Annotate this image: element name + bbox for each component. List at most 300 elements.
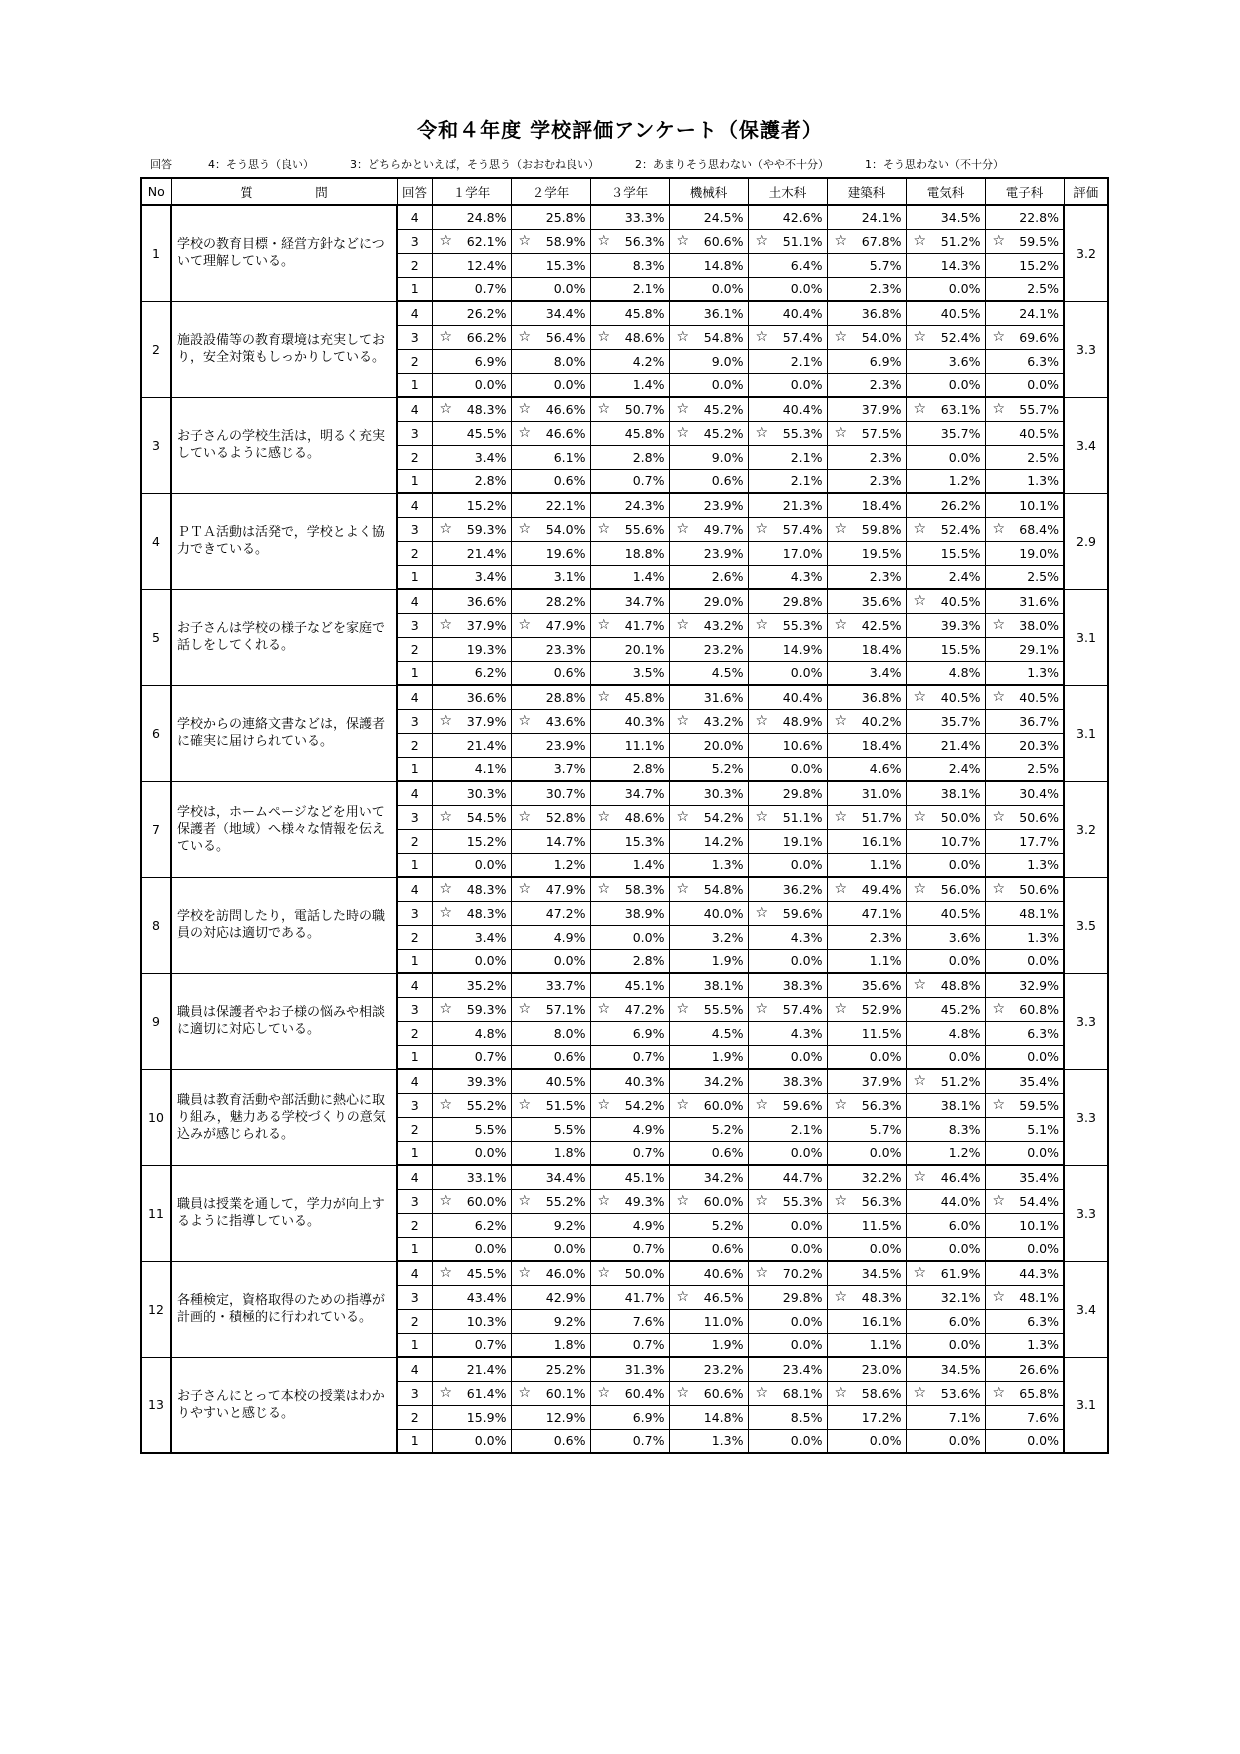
percentage-cell bbox=[985, 1141, 1064, 1165]
evaluation-score: 3.1 bbox=[1064, 1357, 1108, 1453]
percentage-cell bbox=[985, 1309, 1064, 1333]
percentage-cell bbox=[432, 997, 511, 1021]
star-icon: ☆ bbox=[755, 905, 769, 921]
percentage-value: 5.5% bbox=[474, 1121, 507, 1137]
percentage-cell bbox=[906, 253, 985, 277]
percentage-value: 44.3% bbox=[1019, 1265, 1059, 1281]
percentage-cell bbox=[669, 1093, 748, 1117]
percentage-value: 23.2% bbox=[703, 641, 744, 657]
percentage-cell bbox=[669, 733, 748, 757]
answer-level: 3 bbox=[397, 805, 432, 829]
percentage-value: 21.4% bbox=[466, 1361, 507, 1377]
percentage-value: 0.6% bbox=[553, 665, 586, 681]
star-icon: ☆ bbox=[676, 1385, 690, 1401]
percentage-value: 23.9% bbox=[545, 737, 586, 753]
percentage-cell bbox=[827, 733, 906, 757]
percentage-cell bbox=[748, 1045, 827, 1069]
percentage-cell bbox=[511, 1381, 590, 1405]
percentage-value: 60.6% bbox=[703, 1385, 744, 1401]
percentage-value: 2.1% bbox=[632, 281, 665, 297]
percentage-value: 17.2% bbox=[861, 1409, 902, 1425]
percentage-value: 38.0% bbox=[1019, 617, 1059, 633]
question-number: 11 bbox=[141, 1165, 171, 1261]
percentage-value: 48.6% bbox=[624, 329, 665, 345]
percentage-cell bbox=[906, 901, 985, 925]
star-icon: ☆ bbox=[913, 1385, 927, 1401]
percentage-cell bbox=[511, 1045, 590, 1069]
star-icon: ☆ bbox=[913, 329, 927, 345]
percentage-value: 4.2% bbox=[632, 353, 665, 369]
percentage-cell bbox=[906, 349, 985, 373]
question-text: お子さんは学校の様子などを家庭で話しをしてくれる。 bbox=[171, 589, 397, 685]
percentage-cell bbox=[906, 1189, 985, 1213]
percentage-value: 0.7% bbox=[632, 1145, 665, 1161]
percentage-value: 47.2% bbox=[545, 905, 586, 921]
percentage-cell bbox=[432, 277, 511, 301]
percentage-value: 51.1% bbox=[782, 233, 823, 249]
star-icon: ☆ bbox=[913, 401, 927, 418]
percentage-cell bbox=[590, 1117, 669, 1141]
question-text: お子さんにとって本校の授業はわかりやすいと感じる。 bbox=[171, 1357, 397, 1453]
percentage-value: 46.0% bbox=[545, 1265, 586, 1281]
star-icon: ☆ bbox=[439, 1097, 453, 1113]
percentage-cell bbox=[669, 1285, 748, 1309]
percentage-cell bbox=[827, 325, 906, 349]
percentage-value: 60.8% bbox=[1019, 1001, 1059, 1017]
percentage-cell bbox=[432, 1141, 511, 1165]
question-number: 6 bbox=[141, 685, 171, 781]
percentage-cell bbox=[827, 253, 906, 277]
percentage-value: 28.2% bbox=[545, 593, 586, 609]
star-icon: ☆ bbox=[755, 1097, 769, 1113]
percentage-value: 9.2% bbox=[553, 1217, 586, 1233]
answer-level: 4 bbox=[397, 781, 432, 805]
percentage-value: 34.2% bbox=[703, 1169, 744, 1185]
star-icon: ☆ bbox=[439, 881, 453, 898]
percentage-cell bbox=[590, 973, 669, 997]
percentage-cell bbox=[827, 805, 906, 829]
percentage-cell bbox=[985, 1261, 1064, 1285]
percentage-value: 40.3% bbox=[624, 1073, 665, 1089]
answer-level: 3 bbox=[397, 517, 432, 541]
legend-item-1: 1：そう思わない（不十分） bbox=[865, 158, 1004, 171]
percentage-value: 69.6% bbox=[1019, 329, 1059, 345]
percentage-value: 4.9% bbox=[632, 1121, 665, 1137]
percentage-cell bbox=[906, 1045, 985, 1069]
percentage-value: 50.0% bbox=[624, 1265, 665, 1281]
percentage-value: 0.0% bbox=[790, 1049, 823, 1065]
percentage-cell bbox=[432, 1333, 511, 1357]
percentage-cell bbox=[511, 1141, 590, 1165]
percentage-cell bbox=[748, 1117, 827, 1141]
percentage-value: 11.1% bbox=[624, 737, 665, 753]
percentage-cell bbox=[906, 301, 985, 325]
percentage-value: 48.3% bbox=[466, 881, 507, 897]
percentage-value: 29.8% bbox=[782, 785, 823, 801]
percentage-value: 40.4% bbox=[782, 401, 823, 417]
percentage-value: 5.7% bbox=[869, 1121, 902, 1137]
percentage-cell bbox=[906, 925, 985, 949]
answer-level: 2 bbox=[397, 829, 432, 853]
percentage-cell bbox=[432, 829, 511, 853]
answer-level: 1 bbox=[397, 277, 432, 301]
percentage-value: 6.2% bbox=[474, 1217, 507, 1233]
percentage-cell bbox=[985, 589, 1064, 613]
star-icon: ☆ bbox=[518, 329, 532, 345]
percentage-cell bbox=[748, 1381, 827, 1405]
percentage-value: 0.0% bbox=[474, 377, 507, 393]
star-icon: ☆ bbox=[913, 521, 927, 537]
percentage-cell bbox=[511, 1021, 590, 1045]
percentage-value: 0.0% bbox=[553, 1241, 586, 1257]
star-icon: ☆ bbox=[439, 809, 453, 825]
percentage-value: 6.9% bbox=[869, 353, 902, 369]
percentage-value: 52.9% bbox=[861, 1001, 902, 1017]
header-grade-3: ３学年 bbox=[590, 178, 669, 205]
percentage-value: 6.2% bbox=[474, 665, 507, 681]
percentage-value: 68.1% bbox=[782, 1385, 823, 1401]
question-text: ＰＴＡ活動は活発で，学校とよく協力できている。 bbox=[171, 493, 397, 589]
percentage-cell bbox=[590, 1093, 669, 1117]
percentage-cell bbox=[748, 1021, 827, 1045]
percentage-cell bbox=[432, 1117, 511, 1141]
percentage-value: 0.0% bbox=[1027, 1433, 1059, 1449]
percentage-value: 21.3% bbox=[782, 497, 823, 513]
star-icon: ☆ bbox=[834, 425, 848, 441]
percentage-value: 2.8% bbox=[474, 473, 507, 489]
percentage-value: 10.3% bbox=[466, 1313, 507, 1329]
percentage-cell bbox=[827, 949, 906, 973]
percentage-cell bbox=[432, 1261, 511, 1285]
percentage-value: 0.0% bbox=[1027, 1049, 1059, 1065]
star-icon: ☆ bbox=[676, 425, 690, 441]
percentage-cell bbox=[590, 541, 669, 565]
percentage-value: 15.2% bbox=[466, 833, 507, 849]
percentage-cell bbox=[590, 1405, 669, 1429]
star-icon: ☆ bbox=[439, 401, 453, 418]
percentage-cell bbox=[669, 853, 748, 877]
percentage-cell bbox=[985, 445, 1064, 469]
percentage-cell bbox=[748, 1309, 827, 1333]
percentage-value: 31.6% bbox=[1019, 593, 1059, 609]
percentage-cell bbox=[827, 877, 906, 901]
percentage-value: 12.9% bbox=[545, 1409, 586, 1425]
percentage-value: 10.1% bbox=[1019, 1217, 1059, 1233]
percentage-cell bbox=[906, 1213, 985, 1237]
percentage-cell bbox=[827, 229, 906, 253]
percentage-cell bbox=[827, 397, 906, 421]
percentage-cell bbox=[432, 685, 511, 709]
percentage-cell bbox=[906, 709, 985, 733]
answer-level: 2 bbox=[397, 1405, 432, 1429]
percentage-value: 26.2% bbox=[466, 305, 507, 321]
answer-level: 3 bbox=[397, 901, 432, 925]
table-row bbox=[141, 589, 1108, 613]
percentage-cell bbox=[432, 1045, 511, 1069]
percentage-cell bbox=[906, 661, 985, 685]
star-icon: ☆ bbox=[676, 329, 690, 345]
percentage-cell bbox=[748, 997, 827, 1021]
percentage-value: 0.0% bbox=[711, 377, 744, 393]
percentage-value: 46.6% bbox=[545, 401, 586, 417]
percentage-value: 0.0% bbox=[790, 1217, 823, 1233]
percentage-cell bbox=[748, 1237, 827, 1261]
percentage-value: 0.0% bbox=[474, 1241, 507, 1257]
percentage-value: 23.4% bbox=[782, 1361, 823, 1377]
percentage-value: 6.1% bbox=[553, 449, 586, 465]
percentage-cell bbox=[432, 229, 511, 253]
percentage-cell bbox=[985, 829, 1064, 853]
percentage-cell bbox=[511, 541, 590, 565]
percentage-cell bbox=[827, 1045, 906, 1069]
percentage-value: 14.2% bbox=[703, 833, 744, 849]
percentage-cell bbox=[748, 301, 827, 325]
percentage-cell bbox=[748, 493, 827, 517]
percentage-value: 7.1% bbox=[948, 1409, 981, 1425]
percentage-value: 33.7% bbox=[545, 977, 586, 993]
percentage-cell bbox=[985, 253, 1064, 277]
percentage-cell bbox=[985, 1093, 1064, 1117]
percentage-cell bbox=[511, 1093, 590, 1117]
percentage-value: 0.0% bbox=[474, 857, 507, 873]
question-number: 5 bbox=[141, 589, 171, 685]
percentage-cell bbox=[985, 1117, 1064, 1141]
percentage-value: 37.9% bbox=[861, 401, 902, 417]
percentage-value: 0.0% bbox=[790, 377, 823, 393]
percentage-value: 25.2% bbox=[545, 1361, 586, 1377]
percentage-cell bbox=[906, 1021, 985, 1045]
percentage-cell bbox=[669, 1309, 748, 1333]
percentage-value: 36.8% bbox=[861, 689, 902, 705]
percentage-cell bbox=[669, 349, 748, 373]
percentage-cell bbox=[432, 1021, 511, 1045]
star-icon: ☆ bbox=[913, 689, 927, 706]
answer-level: 1 bbox=[397, 757, 432, 781]
percentage-value: 7.6% bbox=[1027, 1409, 1059, 1425]
percentage-value: 55.3% bbox=[782, 617, 823, 633]
percentage-value: 23.9% bbox=[703, 545, 744, 561]
star-icon: ☆ bbox=[755, 617, 769, 633]
percentage-value: 40.0% bbox=[703, 905, 744, 921]
percentage-value: 14.8% bbox=[703, 1409, 744, 1425]
percentage-cell bbox=[748, 1093, 827, 1117]
percentage-value: 51.5% bbox=[545, 1097, 586, 1113]
percentage-cell bbox=[511, 973, 590, 997]
percentage-cell bbox=[669, 469, 748, 493]
percentage-cell bbox=[827, 565, 906, 589]
star-icon: ☆ bbox=[755, 329, 769, 345]
evaluation-score: 2.9 bbox=[1064, 493, 1108, 589]
percentage-cell bbox=[590, 325, 669, 349]
percentage-value: 46.6% bbox=[545, 425, 586, 441]
percentage-value: 1.3% bbox=[1027, 665, 1059, 681]
percentage-value: 10.6% bbox=[782, 737, 823, 753]
percentage-value: 10.1% bbox=[1019, 497, 1059, 513]
percentage-cell bbox=[985, 949, 1064, 973]
percentage-cell bbox=[748, 469, 827, 493]
percentage-value: 14.3% bbox=[940, 257, 981, 273]
percentage-value: 34.4% bbox=[545, 1169, 586, 1185]
percentage-value: 0.6% bbox=[553, 1049, 586, 1065]
percentage-value: 42.5% bbox=[861, 617, 902, 633]
percentage-cell bbox=[669, 709, 748, 733]
percentage-value: 34.7% bbox=[624, 593, 665, 609]
percentage-cell bbox=[669, 1405, 748, 1429]
percentage-value: 57.4% bbox=[782, 1001, 823, 1017]
percentage-cell bbox=[827, 1285, 906, 1309]
star-icon: ☆ bbox=[834, 1385, 848, 1401]
percentage-cell bbox=[511, 397, 590, 421]
percentage-cell bbox=[669, 445, 748, 469]
star-icon: ☆ bbox=[439, 521, 453, 537]
star-icon: ☆ bbox=[518, 1265, 532, 1282]
percentage-value: 50.7% bbox=[624, 401, 665, 417]
percentage-value: 0.0% bbox=[948, 1433, 981, 1449]
percentage-cell bbox=[432, 589, 511, 613]
percentage-value: 11.0% bbox=[703, 1313, 744, 1329]
percentage-value: 6.3% bbox=[1027, 1313, 1059, 1329]
percentage-cell bbox=[906, 1381, 985, 1405]
percentage-cell bbox=[827, 301, 906, 325]
percentage-value: 44.7% bbox=[782, 1169, 823, 1185]
percentage-cell bbox=[748, 373, 827, 397]
percentage-cell bbox=[590, 1285, 669, 1309]
answer-level: 4 bbox=[397, 301, 432, 325]
answer-level: 3 bbox=[397, 1093, 432, 1117]
percentage-cell bbox=[827, 589, 906, 613]
legend-item-2: 2：あまりそう思わない（やや不十分） bbox=[635, 158, 829, 171]
percentage-value: 50.0% bbox=[940, 809, 981, 825]
percentage-cell bbox=[669, 877, 748, 901]
header-question: 質 問 bbox=[171, 178, 397, 205]
percentage-value: 34.5% bbox=[940, 1361, 981, 1377]
percentage-cell bbox=[748, 1261, 827, 1285]
percentage-value: 0.7% bbox=[632, 1337, 665, 1353]
percentage-value: 40.5% bbox=[940, 593, 981, 609]
percentage-cell bbox=[906, 973, 985, 997]
percentage-cell bbox=[590, 877, 669, 901]
percentage-cell bbox=[906, 757, 985, 781]
percentage-cell bbox=[827, 709, 906, 733]
table-row bbox=[141, 1069, 1108, 1093]
percentage-value: 59.5% bbox=[1019, 1097, 1059, 1113]
percentage-cell bbox=[985, 805, 1064, 829]
star-icon: ☆ bbox=[992, 1097, 1006, 1113]
percentage-value: 36.6% bbox=[466, 689, 507, 705]
percentage-cell bbox=[511, 1357, 590, 1381]
star-icon: ☆ bbox=[913, 233, 927, 249]
percentage-cell bbox=[669, 1429, 748, 1453]
star-icon: ☆ bbox=[834, 521, 848, 537]
percentage-cell bbox=[906, 205, 985, 229]
evaluation-score: 3.2 bbox=[1064, 781, 1108, 877]
question-text: 学校を訪問したり，電話した時の職員の対応は適切である。 bbox=[171, 877, 397, 973]
percentage-value: 0.7% bbox=[632, 473, 665, 489]
percentage-cell bbox=[748, 1165, 827, 1189]
percentage-value: 50.6% bbox=[1019, 809, 1059, 825]
table-row bbox=[141, 493, 1108, 517]
percentage-value: 48.3% bbox=[466, 905, 507, 921]
percentage-cell bbox=[669, 1381, 748, 1405]
percentage-value: 1.3% bbox=[711, 1433, 744, 1449]
percentage-cell bbox=[590, 229, 669, 253]
percentage-value: 36.7% bbox=[1019, 713, 1059, 729]
question-text: 学校は，ホームページなどを用いて保護者（地域）へ様々な情報を伝えている。 bbox=[171, 781, 397, 877]
percentage-value: 19.1% bbox=[782, 833, 823, 849]
percentage-cell bbox=[590, 1333, 669, 1357]
percentage-cell bbox=[748, 925, 827, 949]
percentage-cell bbox=[511, 1189, 590, 1213]
table-row bbox=[141, 1165, 1108, 1189]
percentage-value: 0.0% bbox=[790, 281, 823, 297]
percentage-cell bbox=[985, 709, 1064, 733]
star-icon: ☆ bbox=[518, 809, 532, 825]
percentage-value: 9.0% bbox=[711, 353, 744, 369]
percentage-value: 6.3% bbox=[1027, 1025, 1059, 1041]
percentage-value: 63.1% bbox=[940, 401, 981, 417]
percentage-value: 59.3% bbox=[466, 1001, 507, 1017]
question-text: 学校からの連絡文書などは，保護者に確実に届けられている。 bbox=[171, 685, 397, 781]
question-number: 8 bbox=[141, 877, 171, 973]
percentage-cell bbox=[906, 733, 985, 757]
percentage-cell bbox=[906, 877, 985, 901]
percentage-cell bbox=[906, 997, 985, 1021]
percentage-value: 33.3% bbox=[624, 209, 665, 225]
answer-level: 4 bbox=[397, 1069, 432, 1093]
star-icon: ☆ bbox=[597, 617, 611, 633]
question-number: 4 bbox=[141, 493, 171, 589]
table-row bbox=[141, 973, 1108, 997]
percentage-value: 2.6% bbox=[711, 569, 744, 585]
percentage-value: 51.2% bbox=[940, 233, 981, 249]
percentage-value: 15.2% bbox=[1019, 257, 1059, 273]
percentage-value: 4.9% bbox=[553, 929, 586, 945]
percentage-cell bbox=[511, 1405, 590, 1429]
percentage-cell bbox=[906, 373, 985, 397]
percentage-value: 8.3% bbox=[948, 1121, 981, 1137]
percentage-value: 54.2% bbox=[703, 809, 744, 825]
percentage-cell bbox=[985, 397, 1064, 421]
percentage-value: 0.0% bbox=[553, 377, 586, 393]
percentage-cell bbox=[906, 277, 985, 301]
percentage-value: 1.9% bbox=[711, 1049, 744, 1065]
percentage-value: 36.6% bbox=[466, 593, 507, 609]
percentage-cell bbox=[432, 1237, 511, 1261]
percentage-cell bbox=[511, 1261, 590, 1285]
percentage-value: 15.9% bbox=[466, 1409, 507, 1425]
header-answer: 回答 bbox=[397, 178, 432, 205]
percentage-cell bbox=[906, 805, 985, 829]
legend-item-3: 3：どちらかといえば，そう思う（おおむね良い） bbox=[350, 158, 599, 171]
percentage-value: 61.9% bbox=[940, 1265, 981, 1281]
percentage-cell bbox=[827, 517, 906, 541]
percentage-value: 34.2% bbox=[703, 1073, 744, 1089]
percentage-cell bbox=[590, 253, 669, 277]
percentage-cell bbox=[906, 397, 985, 421]
percentage-cell bbox=[827, 757, 906, 781]
star-icon: ☆ bbox=[834, 881, 848, 898]
percentage-value: 2.5% bbox=[1027, 761, 1059, 777]
percentage-value: 40.4% bbox=[782, 689, 823, 705]
answer-legend bbox=[150, 156, 1040, 172]
percentage-value: 23.0% bbox=[861, 1361, 902, 1377]
answer-level: 3 bbox=[397, 1285, 432, 1309]
percentage-value: 55.3% bbox=[782, 425, 823, 441]
percentage-cell bbox=[985, 613, 1064, 637]
percentage-cell bbox=[432, 517, 511, 541]
percentage-cell bbox=[906, 565, 985, 589]
percentage-value: 18.4% bbox=[861, 497, 902, 513]
